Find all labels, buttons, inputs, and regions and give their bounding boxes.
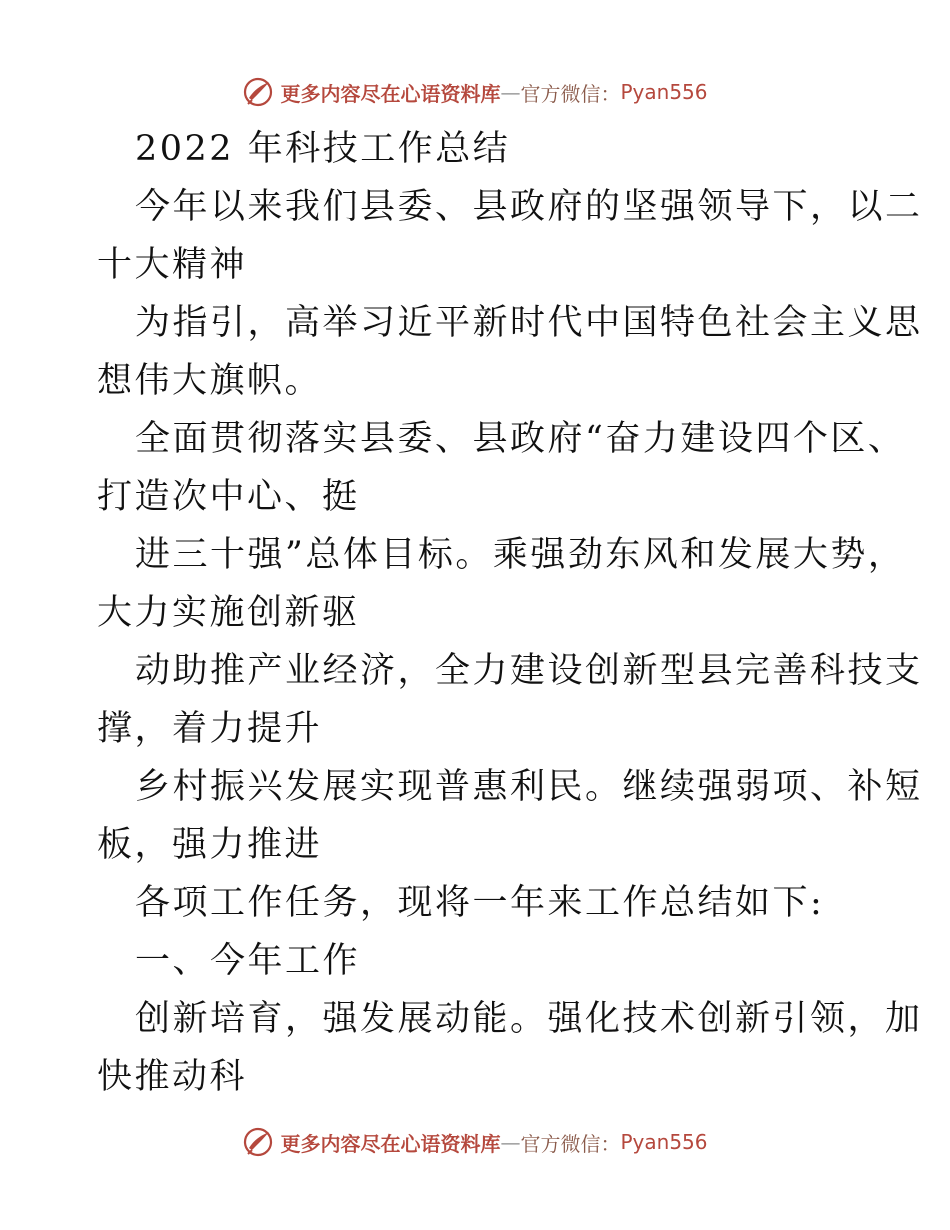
quill-logo-icon (242, 76, 274, 108)
section-heading: 一、今年工作 (135, 941, 361, 981)
document-body (97, 120, 923, 1106)
paragraph-line: 十大精神 (97, 245, 248, 285)
paragraph-line: 动助推产业经济，全力建设创新型县完善科技支 (135, 651, 923, 691)
quill-logo-icon (242, 1126, 274, 1158)
paragraph-line: 创新培育，强发展动能。强化技术创新引领，加 (135, 999, 923, 1039)
banner-wechat-id: Pyan556 (620, 1130, 708, 1154)
banner-main-text: 更多内容尽在心语资料库 (280, 81, 501, 106)
paragraph-line: 全面贯彻落实县委、县政府“奋力建设四个区、 (135, 419, 906, 459)
paragraph-line: 各项工作任务，现将一年来工作总结如下: (135, 883, 825, 923)
paragraph-line: 大力实施创新驱 (97, 593, 360, 633)
banner-separator: — (500, 80, 521, 104)
paragraph-line: 今年以来我们县委、县政府的坚强领导下，以二 (135, 187, 923, 227)
header-watermark-banner (0, 72, 950, 112)
paragraph-line: 快推动科 (97, 1057, 248, 1097)
banner-separator: — (500, 1130, 521, 1154)
banner-label-text: 官方微信： (520, 81, 621, 106)
paragraph-line: 撑，着力提升 (97, 709, 323, 749)
banner-label-text: 官方微信： (520, 1131, 621, 1156)
paragraph-line: 板，强力推进 (97, 825, 323, 865)
paragraph-line: 进三十强”总体目标。乘强劲东风和发展大势， (135, 535, 906, 575)
footer-watermark-banner (0, 1122, 950, 1162)
paragraph-line: 为指引，高举习近平新时代中国特色社会主义思 (135, 303, 923, 343)
document-title: 2022 年科技工作总结 (135, 129, 511, 169)
banner-main-text: 更多内容尽在心语资料库 (280, 1131, 501, 1156)
banner-wechat-id: Pyan556 (620, 80, 708, 104)
paragraph-line: 想伟大旗帜。 (97, 361, 323, 401)
paragraph-line: 打造次中心、挺 (97, 477, 360, 517)
paragraph-line: 乡村振兴发展实现普惠利民。继续强弱项、补短 (135, 767, 923, 807)
